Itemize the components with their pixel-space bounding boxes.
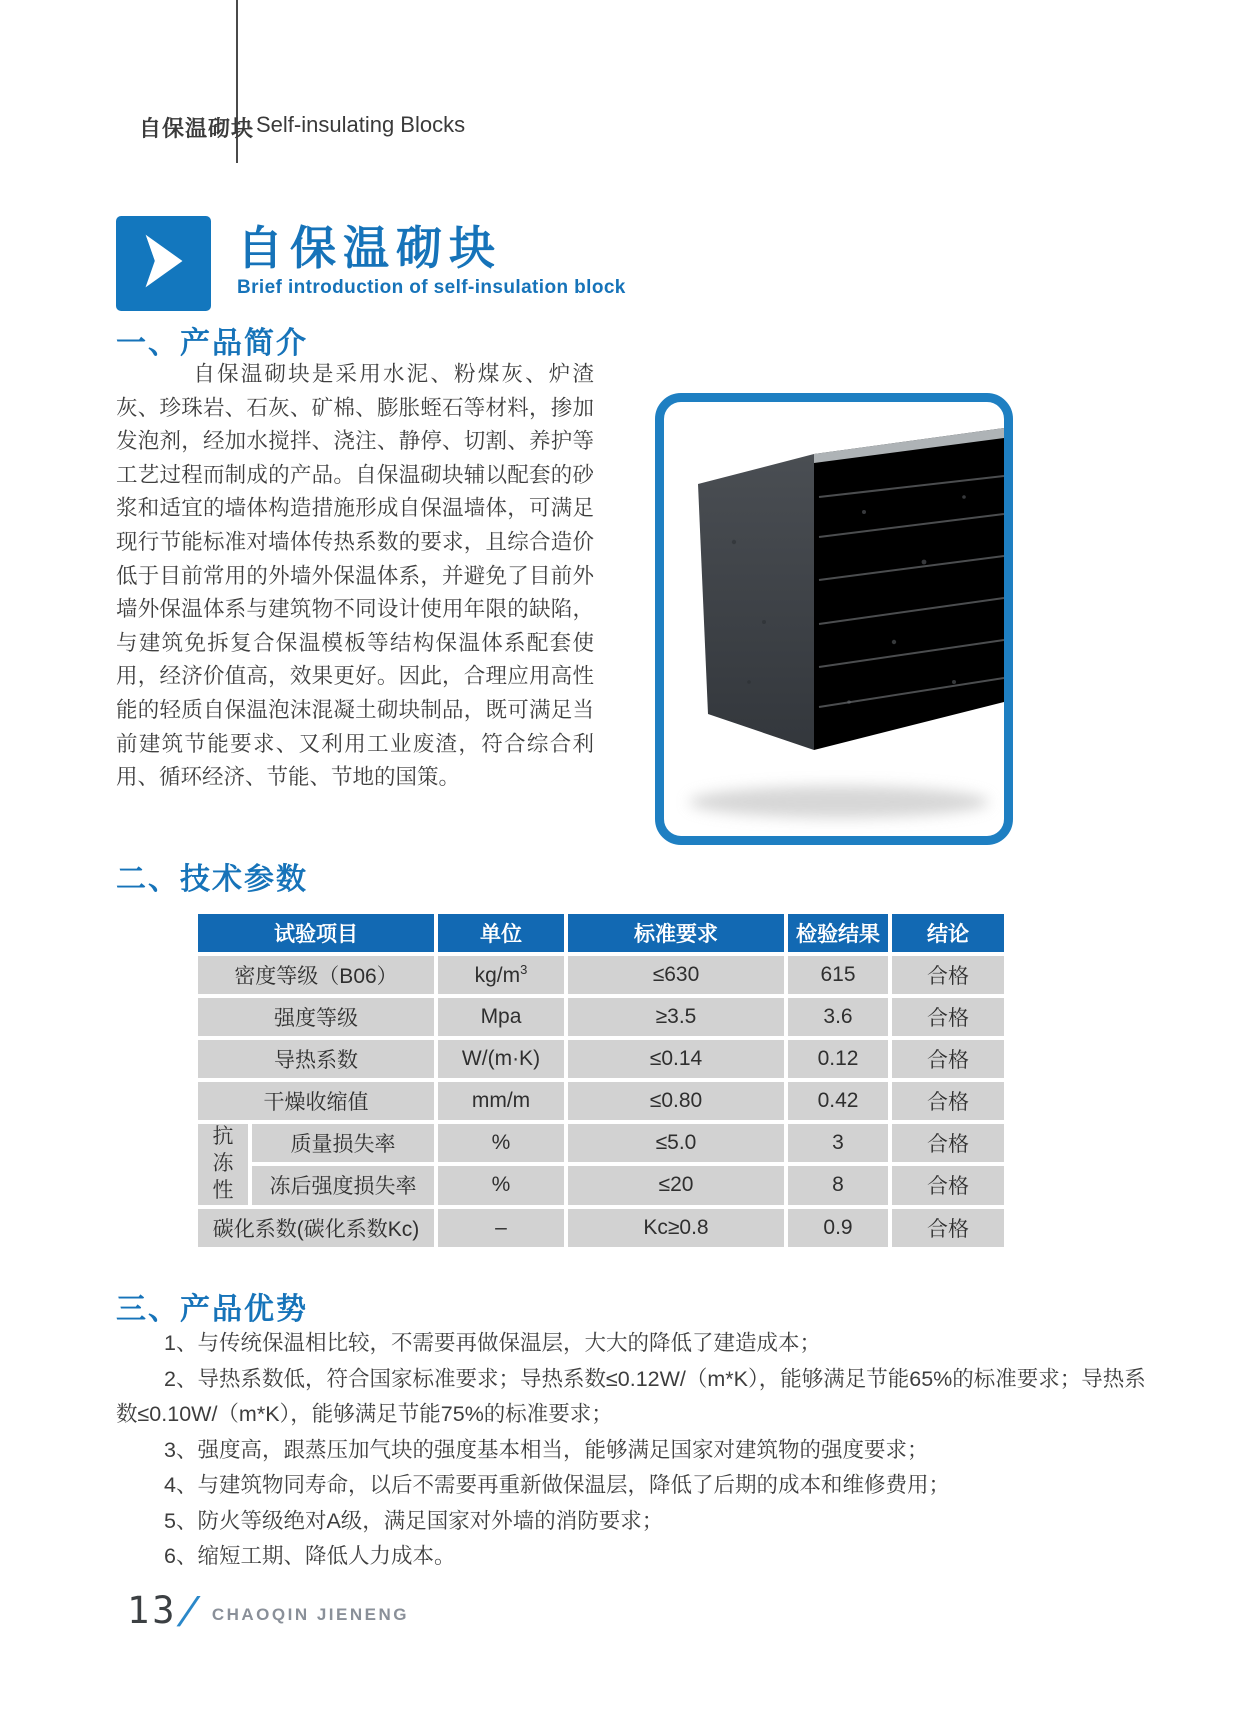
cell-item: 冻后强度损失率 (252, 1166, 434, 1204)
cell-standard: ≥3.5 (568, 998, 784, 1036)
table-row (198, 1040, 1004, 1078)
cell-conclusion: 合格 (892, 1124, 1004, 1162)
logo-mark (116, 216, 211, 311)
logo-text (237, 216, 626, 299)
cell-item: 密度等级（B06） (198, 956, 434, 994)
cell-result: 8 (788, 1166, 888, 1204)
cell-unit: – (438, 1209, 564, 1247)
page-footer (127, 1589, 409, 1632)
list-item: 1、与传统保温相比较，不需要再做保温层，大大的降低了建造成本； (164, 1331, 821, 1355)
unit-text: kg/m (474, 964, 521, 987)
section2-heading: 二、技术参数 (116, 863, 308, 896)
parameters-table-wrap (194, 910, 1008, 1251)
cell-conclusion: 合格 (892, 1166, 1004, 1204)
cell-unit (438, 956, 564, 994)
cell-item: 干燥收缩值 (198, 1082, 434, 1120)
logo-subtitle: Brief introduction of self-insulation block (237, 277, 626, 299)
advantages-list (116, 1326, 1154, 1575)
cell-standard: Kc≥0.8 (568, 1209, 784, 1247)
cell-result: 0.9 (788, 1209, 888, 1247)
table-row (198, 998, 1004, 1036)
col-header-standard: 标准要求 (568, 914, 784, 952)
cell-unit: % (438, 1124, 564, 1162)
cell-item: 强度等级 (198, 998, 434, 1036)
cell-unit: Mpa (438, 998, 564, 1036)
cell-standard: ≤5.0 (568, 1124, 784, 1162)
section3-heading: 三、产品优势 (116, 1293, 308, 1326)
frost-group-label: 抗冻性 (212, 1125, 234, 1202)
unit-sup: 3 (520, 962, 528, 977)
col-header-result: 检验结果 (788, 914, 888, 952)
col-header-item: 试验项目 (198, 914, 434, 952)
cell-conclusion: 合格 (892, 1209, 1004, 1247)
cell-result: 615 (788, 956, 888, 994)
cell-standard: ≤20 (568, 1166, 784, 1204)
product-image-frame (655, 393, 1013, 845)
header-title-en: Self-insulating Blocks (256, 112, 466, 137)
cell-result: 3 (788, 1124, 888, 1162)
cell-unit: W/(m·K) (438, 1040, 564, 1078)
cell-unit: mm/m (438, 1082, 564, 1120)
insulating-block-image (664, 402, 1004, 836)
cell-unit: % (438, 1166, 564, 1204)
section1-heading: 一、产品简介 (116, 327, 308, 360)
cell-item: 导热系数 (198, 1040, 434, 1078)
cell-item: 碳化系数(碳化系数Kc) (198, 1209, 434, 1247)
list-item: 5、防火等级绝对A级，满足国家对外墙的消防要求； (164, 1508, 664, 1533)
cell-conclusion: 合格 (892, 998, 1004, 1036)
cell-result: 0.12 (788, 1040, 888, 1078)
table-row (198, 1082, 1004, 1120)
table-row (198, 1124, 1004, 1162)
cell-conclusion: 合格 (892, 1082, 1004, 1120)
cell-result: 3.6 (788, 998, 888, 1036)
list-item: 2、导热系数低，符合国家标准要求；导热系数≤0.12W/（m*K），能够满足节能65%的标准要求；导热系数≤0.10W/（m*K），能够满足节能75%的标准要求； (116, 1366, 1146, 1426)
table-row (198, 1166, 1004, 1204)
cell-conclusion: 合格 (892, 956, 1004, 994)
table-header-row (198, 914, 1004, 952)
section1-paragraph: 自保温砌块是采用水泥、粉煤灰、炉渣灰、珍珠岩、石灰、矿棉、膨胀蛭石等材料，掺加发泡剂，经加水搅拌、浇注、静停、切割、养护等工艺过程而制成的产品。自保温砌块辅以配套的砂浆和适宜的墙体构造措施形成自保温墙体，可满足现行节能标准对墙体传热系数的要求，且综合造价低于目前常用的外墙外保温体系，并避免了目前外墙外保温体系与建筑物不同设计使用年限的缺陷，与建筑免拆复合保温模板等结构保温体系配套使用，经济价值高，效果更好。因此，合理应用高性能的轻质自保温泡沫混凝土砌块制品，既可满足当前建筑节能要求、又利用工业废渣，符合综合利用、循环经济、节能、节地的国策。 (116, 362, 594, 790)
cell-frost-group (198, 1124, 248, 1205)
list-item: 6、缩短工期、降低人力成本。 (164, 1544, 456, 1568)
logo-title: 自保温砌块 (237, 222, 502, 274)
table-row (198, 1209, 1004, 1247)
col-header-unit: 单位 (438, 914, 564, 952)
list-item: 4、与建筑物同寿命，以后不需要再重新做保温层，降低了后期的成本和维修费用； (164, 1473, 950, 1497)
cell-item: 质量损失率 (252, 1124, 434, 1162)
cell-standard: ≤0.14 (568, 1040, 784, 1078)
header-title-zh: 自保温砌块 (139, 116, 255, 141)
cell-result: 0.42 (788, 1082, 888, 1120)
page-number: 13 (127, 1589, 178, 1632)
cell-conclusion: 合格 (892, 1040, 1004, 1078)
page-number-slash: / (172, 1589, 205, 1632)
parameters-table (194, 910, 1008, 1251)
table-row (198, 956, 1004, 994)
cell-standard: ≤630 (568, 956, 784, 994)
fast-forward-arrow-icon (131, 228, 197, 299)
col-header-conclusion: 结论 (892, 914, 1004, 952)
cell-standard: ≤0.80 (568, 1082, 784, 1120)
logo-block (116, 216, 626, 311)
brand-text: CHAOQIN JIENENG (211, 1605, 409, 1624)
list-item: 3、强度高，跟蒸压加气块的强度基本相当，能够满足国家对建筑物的强度要求； (164, 1437, 929, 1462)
